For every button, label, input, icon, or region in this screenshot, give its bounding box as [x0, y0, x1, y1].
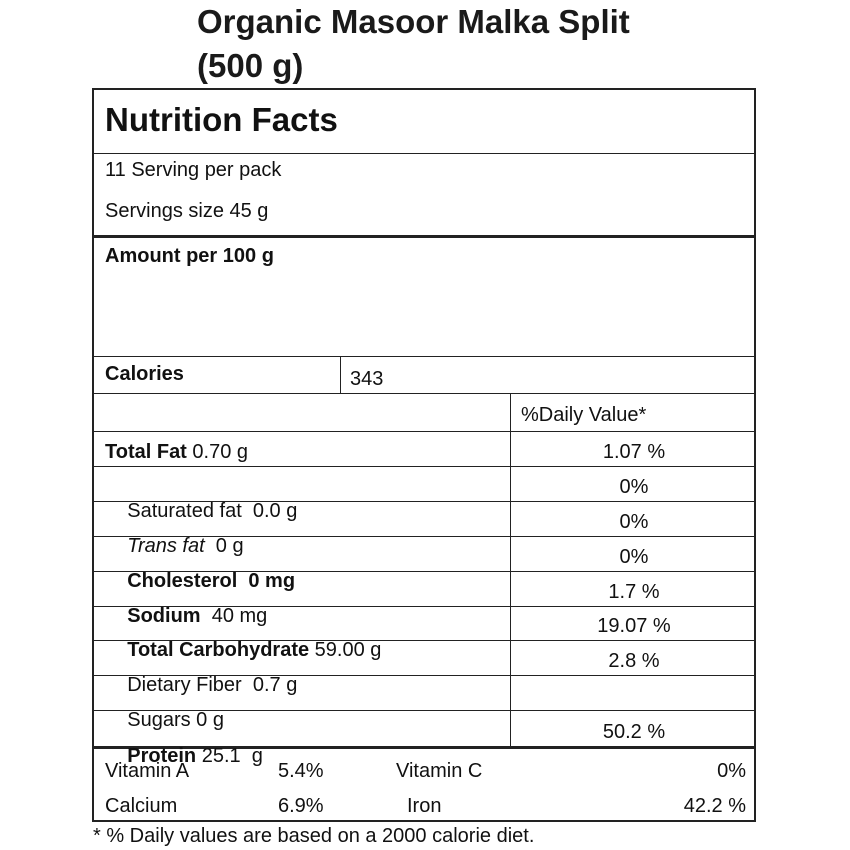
- nutrient-amount: 40 mg: [200, 605, 268, 627]
- nutrient-dv: 50.2 %: [602, 721, 666, 743]
- nutrient-name: Cholesterol: [127, 570, 238, 592]
- nutrient-dv: 0%: [619, 511, 649, 533]
- divider: [94, 431, 754, 432]
- divider: [94, 153, 754, 154]
- nutrient-amount: 25.1 g: [196, 745, 263, 767]
- nutrient-dv: 19.07 %: [597, 615, 671, 637]
- vitamin-value: 6.9%: [278, 795, 324, 817]
- nutrient-name: Dietary Fiber: [127, 674, 242, 696]
- divider: [94, 356, 754, 357]
- servings-per-pack: 11 Serving per pack: [105, 159, 282, 181]
- nutrient-name: Trans fat: [127, 535, 205, 557]
- nutrient-amount: 0 g: [190, 709, 224, 731]
- vitamin-name: Calcium: [105, 795, 178, 817]
- vitamin-value: 5.4%: [278, 760, 324, 782]
- vitamin-name: Iron: [407, 795, 442, 817]
- nutrient-dv: 1.07 %: [602, 441, 666, 463]
- nutrient-dv: 0%: [619, 476, 649, 498]
- vitamin-value: 42.2 %: [683, 795, 746, 817]
- nutrient-amount: 0 g: [204, 535, 244, 557]
- product-title-line1: Organic Masoor Malka Split: [197, 3, 630, 40]
- nutrient-name: Sodium: [127, 605, 201, 627]
- nutrient-name: Saturated fat: [127, 500, 242, 522]
- calories-value: 343: [350, 368, 384, 390]
- amount-per: Amount per 100 g: [105, 245, 274, 267]
- label-heading: Nutrition Facts: [105, 101, 338, 138]
- product-title-line2: (500 g): [197, 47, 304, 84]
- nutrition-label: [92, 88, 756, 822]
- nutrient-amount: 59.00 g: [309, 639, 382, 661]
- nutrient-name: Protein: [127, 745, 197, 767]
- vitamin-name: Vitamin A: [105, 760, 190, 782]
- divider: [94, 393, 754, 394]
- nutrient-amount: 0.70 g: [186, 441, 249, 463]
- nutrient-name: Total Fat: [105, 441, 187, 463]
- calories-label: Calories: [105, 363, 184, 385]
- product-title: [197, 0, 797, 88]
- nutrient-dv: 2.8 %: [608, 650, 660, 672]
- vitamin-name: Vitamin C: [396, 760, 483, 782]
- serving-size: Servings size 45 g: [105, 200, 269, 222]
- daily-value-header: %Daily Value*: [521, 404, 647, 426]
- nutrient-amount: 0 mg: [237, 570, 296, 592]
- nutrient-name: Total Carbohydrate: [127, 639, 310, 661]
- divider: [94, 466, 754, 467]
- nutrient-dv: 0%: [619, 546, 649, 568]
- footnote: * % Daily values are based on a 2000 calorie diet.: [93, 825, 535, 847]
- nutrient-amount: 0.7 g: [241, 674, 298, 696]
- nutrient-name: Sugars: [127, 709, 191, 731]
- table-row: [105, 440, 248, 464]
- column-divider: [340, 356, 341, 393]
- nutrient-amount: 0.0 g: [241, 500, 298, 522]
- nutrient-dv: 1.7 %: [608, 581, 660, 603]
- divider: [94, 235, 754, 238]
- vitamin-value: 0%: [717, 760, 746, 782]
